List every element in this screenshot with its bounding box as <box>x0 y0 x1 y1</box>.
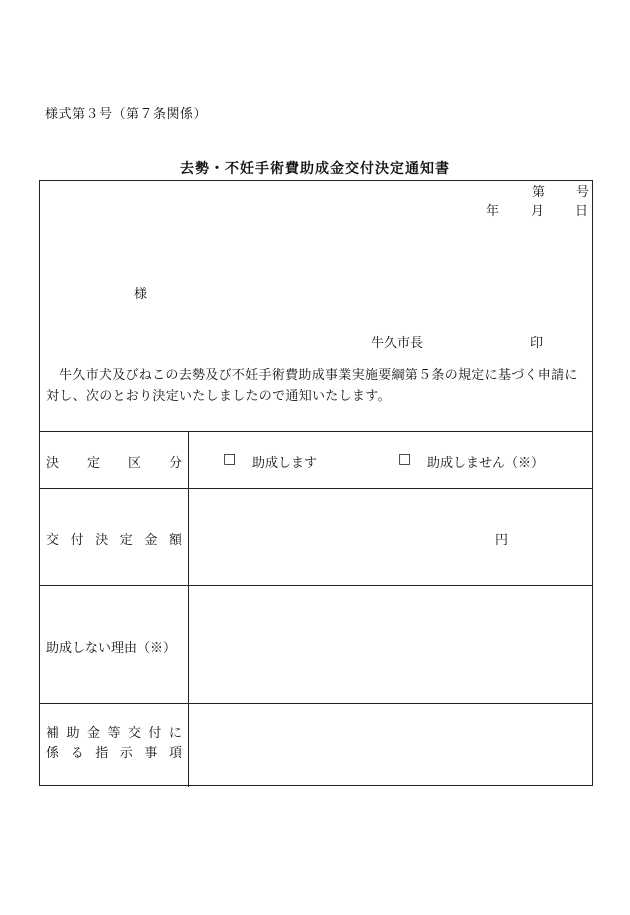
date-year-label: 年 <box>486 204 500 219</box>
label-char: 事 <box>144 746 158 761</box>
label-char: 定 <box>86 456 100 471</box>
label-char: 係 <box>46 746 60 761</box>
addressee-suffix: 様 <box>134 287 148 302</box>
row-divider-2 <box>40 585 592 586</box>
row-divider-1 <box>40 488 592 489</box>
deny-checkbox[interactable]: □ <box>398 451 412 467</box>
label-char: 項 <box>168 746 182 761</box>
label-char: 指 <box>95 746 109 761</box>
label-char: る <box>70 746 84 761</box>
label-char: 助 <box>66 726 80 741</box>
date-month-label: 月 <box>531 204 545 219</box>
label-char: 等 <box>107 726 121 741</box>
number-label-dai: 第 <box>532 185 546 200</box>
label-char: に <box>168 726 182 741</box>
label-char: 金 <box>86 726 100 741</box>
reason-label: 助成しない理由（※） <box>46 641 177 656</box>
label-char: 付 <box>148 726 162 741</box>
instructions-label-line2 <box>46 744 182 764</box>
seal-mark: 印 <box>530 336 544 351</box>
label-char: 分 <box>168 456 182 471</box>
instructions-label-line1 <box>46 724 182 744</box>
date-day-label: 日 <box>575 204 589 219</box>
document-title: 去勢・不妊手術費助成金交付決定通知書 <box>180 161 450 177</box>
deny-option-label: 助成しません（※） <box>427 456 545 471</box>
label-column-divider <box>188 431 189 787</box>
label-char: 決 <box>46 456 60 471</box>
amount-label <box>46 529 182 548</box>
table-top-divider <box>40 431 592 432</box>
label-char: 示 <box>119 746 133 761</box>
row-divider-3 <box>40 703 592 704</box>
label-char: 定 <box>119 533 133 548</box>
notice-form-box <box>39 180 593 786</box>
number-label-go: 号 <box>576 185 590 200</box>
label-char: 金 <box>144 533 158 548</box>
grant-checkbox[interactable]: □ <box>223 451 237 467</box>
decision-label <box>46 452 182 471</box>
label-char: 交 <box>46 533 60 548</box>
notice-body-text: 牛久市犬及びねこの去勢及び不妊手術費助成事業実施要綱第５条の規定に基づく申請に対し、次のとおり決定いたしましたので通知いたします。 <box>46 368 578 404</box>
label-char: 交 <box>127 726 141 741</box>
label-char: 補 <box>46 726 60 741</box>
label-char: 付 <box>70 533 84 548</box>
label-char: 区 <box>127 456 141 471</box>
form-number: 様式第３号（第７条関係） <box>45 107 208 122</box>
grant-option-label: 助成します <box>252 456 318 471</box>
instructions-label <box>46 724 182 764</box>
yen-unit: 円 <box>495 533 509 548</box>
label-char: 額 <box>168 533 182 548</box>
issuer-name: 牛久市長 <box>371 336 424 351</box>
label-char: 決 <box>95 533 109 548</box>
